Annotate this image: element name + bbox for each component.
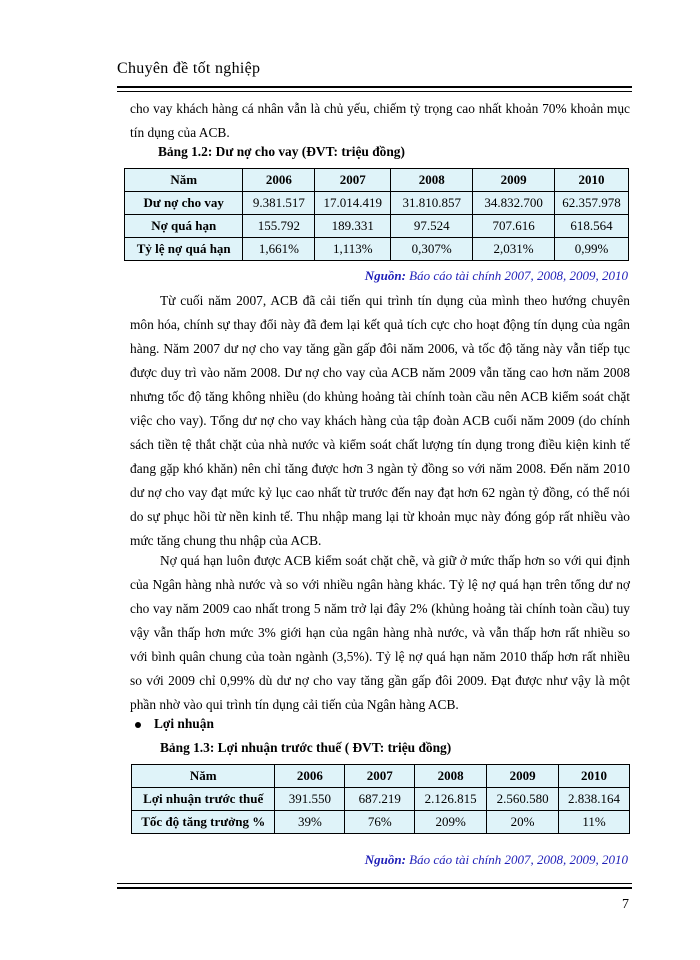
bullet-heading-profit xyxy=(135,716,214,732)
table-row-label: Tốc độ tăng trưởng % xyxy=(132,811,275,834)
source-text: Báo cáo tài chính 2007, 2008, 2009, 2010 xyxy=(409,852,628,867)
table-cell: 31.810.857 xyxy=(391,192,473,215)
table-header-cell: 2008 xyxy=(391,169,473,192)
header-rule-thick xyxy=(117,86,632,88)
table-row xyxy=(125,215,629,238)
table-header-cell: 2009 xyxy=(473,169,555,192)
page-number: 7 xyxy=(622,897,629,912)
table-cell: 687.219 xyxy=(345,788,415,811)
table-profit xyxy=(131,764,630,834)
table-header-cell: 2010 xyxy=(559,765,630,788)
table-cell: 62.357.978 xyxy=(555,192,629,215)
table-row-label: Nợ quá hạn xyxy=(125,215,243,238)
paragraph-loan-analysis: Từ cuối năm 2007, ACB đã cải tiến qui trình tín dụng của mình theo hướng chuyên môn hóa, chính sự thay đổi này đã đem lại kết quả tích cực cho hoạt động tín dụng của ngân hàng. Năm 2007 dư nợ cho vay tăng gần gấp đôi năm 2006, và tốc độ tăng này vẫn tiếp tục được duy trì vào năm 2008. Dư nợ cho vay của ACB năm 2009 vẫn tăng cao hơn năm 2008 nhưng tốc độ tăng không nhiều (do khủng hoảng tài chính toàn cầu nên ACB kiểm soát chặt việc cho vay). Tổng dư nợ cho vay khách hàng của tập đoàn ACB cuối năm 2009 (do chính sách tiền tệ thắt chặt của nhà nước và kiểm soát chất lượng tín dụng trong điều kiện kinh tế đang gặp khó khăn) nên chỉ tăng được hơn 3 ngàn tỷ đồng so với năm 2008. Đến năm 2010 dư nợ cho vay đạt mức kỷ lục cao nhất từ trước đến nay đạt hơn 62 ngàn tỷ đồng, có thể nói do sự phục hồi từ nền kinh tế. Thu nhập mang lại từ khoản mục này đóng góp rất nhiều vào mức tăng chung thu nhập của ACB. xyxy=(130,293,630,548)
table-row xyxy=(132,788,630,811)
table-header-row xyxy=(125,169,629,192)
table-header-cell: 2009 xyxy=(487,765,559,788)
paragraph-overdue-debt: Nợ quá hạn luôn được ACB kiểm soát chặt chẽ, và giữ ở mức thấp hơn so với qui định của Ngân hàng nhà nước và so với nhiều ngân hàng khác. Tỷ lệ nợ quá hạn trên tổng dư nợ cho vay năm 2009 cao nhất trong 5 năm trở lại đây 2% (khủng hoảng tài chính toàn cầu) tuy vậy vẫn thấp hơn mức 3% giới hạn của ngân hàng nhà nước, và vẫn thấp hơn rất nhiều so với bình quân chung của toàn ngành (3,5%). Tỷ lệ nợ quá hạn năm 2010 thấp hơn rất nhiều so với 2009 chỉ 0,99% dù dư nợ cho vay tăng gần gấp đôi 2009. Đạt được như vậy là một phần nhờ vào qui trình tín dụng cải tiến của Ngân hàng ACB. xyxy=(130,553,630,712)
table-header-cell: 2007 xyxy=(315,169,391,192)
table-cell: 9.381.517 xyxy=(243,192,315,215)
table-row-label: Tỷ lệ nợ quá hạn xyxy=(125,238,243,261)
table-cell: 209% xyxy=(415,811,487,834)
table-row xyxy=(125,238,629,261)
table-cell: 2.126.815 xyxy=(415,788,487,811)
source-text: Báo cáo tài chính 2007, 2008, 2009, 2010 xyxy=(409,268,628,283)
header-rule-thin xyxy=(117,91,632,92)
table-cell: 2,031% xyxy=(473,238,555,261)
table1-caption: Bảng 1.2: Dư nợ cho vay (ĐVT: triệu đồng) xyxy=(158,144,405,159)
table-cell: 1,113% xyxy=(315,238,391,261)
table-header-cell: 2007 xyxy=(345,765,415,788)
table-cell: 0,307% xyxy=(391,238,473,261)
table-row-label: Dư nợ cho vay xyxy=(125,192,243,215)
table-cell: 155.792 xyxy=(243,215,315,238)
table-row xyxy=(132,811,630,834)
table-row xyxy=(125,192,629,215)
table-cell: 34.832.700 xyxy=(473,192,555,215)
bullet-heading-text: Lợi nhuận xyxy=(154,716,214,731)
table-cell: 0,99% xyxy=(555,238,629,261)
footer-rule-thick xyxy=(117,887,632,889)
table-cell: 391.550 xyxy=(275,788,345,811)
table-header-cell: Năm xyxy=(132,765,275,788)
footer-rule-thin xyxy=(117,883,632,884)
table-header-cell: Năm xyxy=(125,169,243,192)
table-header-cell: 2008 xyxy=(415,765,487,788)
table-cell: 11% xyxy=(559,811,630,834)
table-row-label: Lợi nhuận trước thuế xyxy=(132,788,275,811)
table-header-cell: 2010 xyxy=(555,169,629,192)
header-title: Chuyên đề tốt nghiệp xyxy=(117,60,261,77)
intro-paragraph: cho vay khách hàng cá nhân vẫn là chủ yếu, chiếm tỷ trọng cao nhất khoản 70% khoản mục tín dụng của ACB. xyxy=(130,101,630,140)
table-cell: 189.331 xyxy=(315,215,391,238)
table-header-cell: 2006 xyxy=(243,169,315,192)
table-cell: 20% xyxy=(487,811,559,834)
table2-source xyxy=(365,852,628,868)
table2-caption: Bảng 1.3: Lợi nhuận trước thuế ( ĐVT: triệu đồng) xyxy=(160,740,452,755)
table-loan-balance xyxy=(124,168,629,261)
table-cell: 618.564 xyxy=(555,215,629,238)
table-header-cell: 2006 xyxy=(275,765,345,788)
table-cell: 76% xyxy=(345,811,415,834)
table-cell: 2.838.164 xyxy=(559,788,630,811)
table1-source xyxy=(365,268,628,284)
source-label: Nguồn: xyxy=(364,852,406,867)
table-cell: 1,661% xyxy=(243,238,315,261)
table-cell: 707.616 xyxy=(473,215,555,238)
source-label: Nguồn: xyxy=(364,268,406,283)
table-cell: 2.560.580 xyxy=(487,788,559,811)
table-cell: 17.014.419 xyxy=(315,192,391,215)
table-cell: 97.524 xyxy=(391,215,473,238)
table-cell: 39% xyxy=(275,811,345,834)
table-header-row xyxy=(132,765,630,788)
bullet-icon xyxy=(135,722,141,728)
